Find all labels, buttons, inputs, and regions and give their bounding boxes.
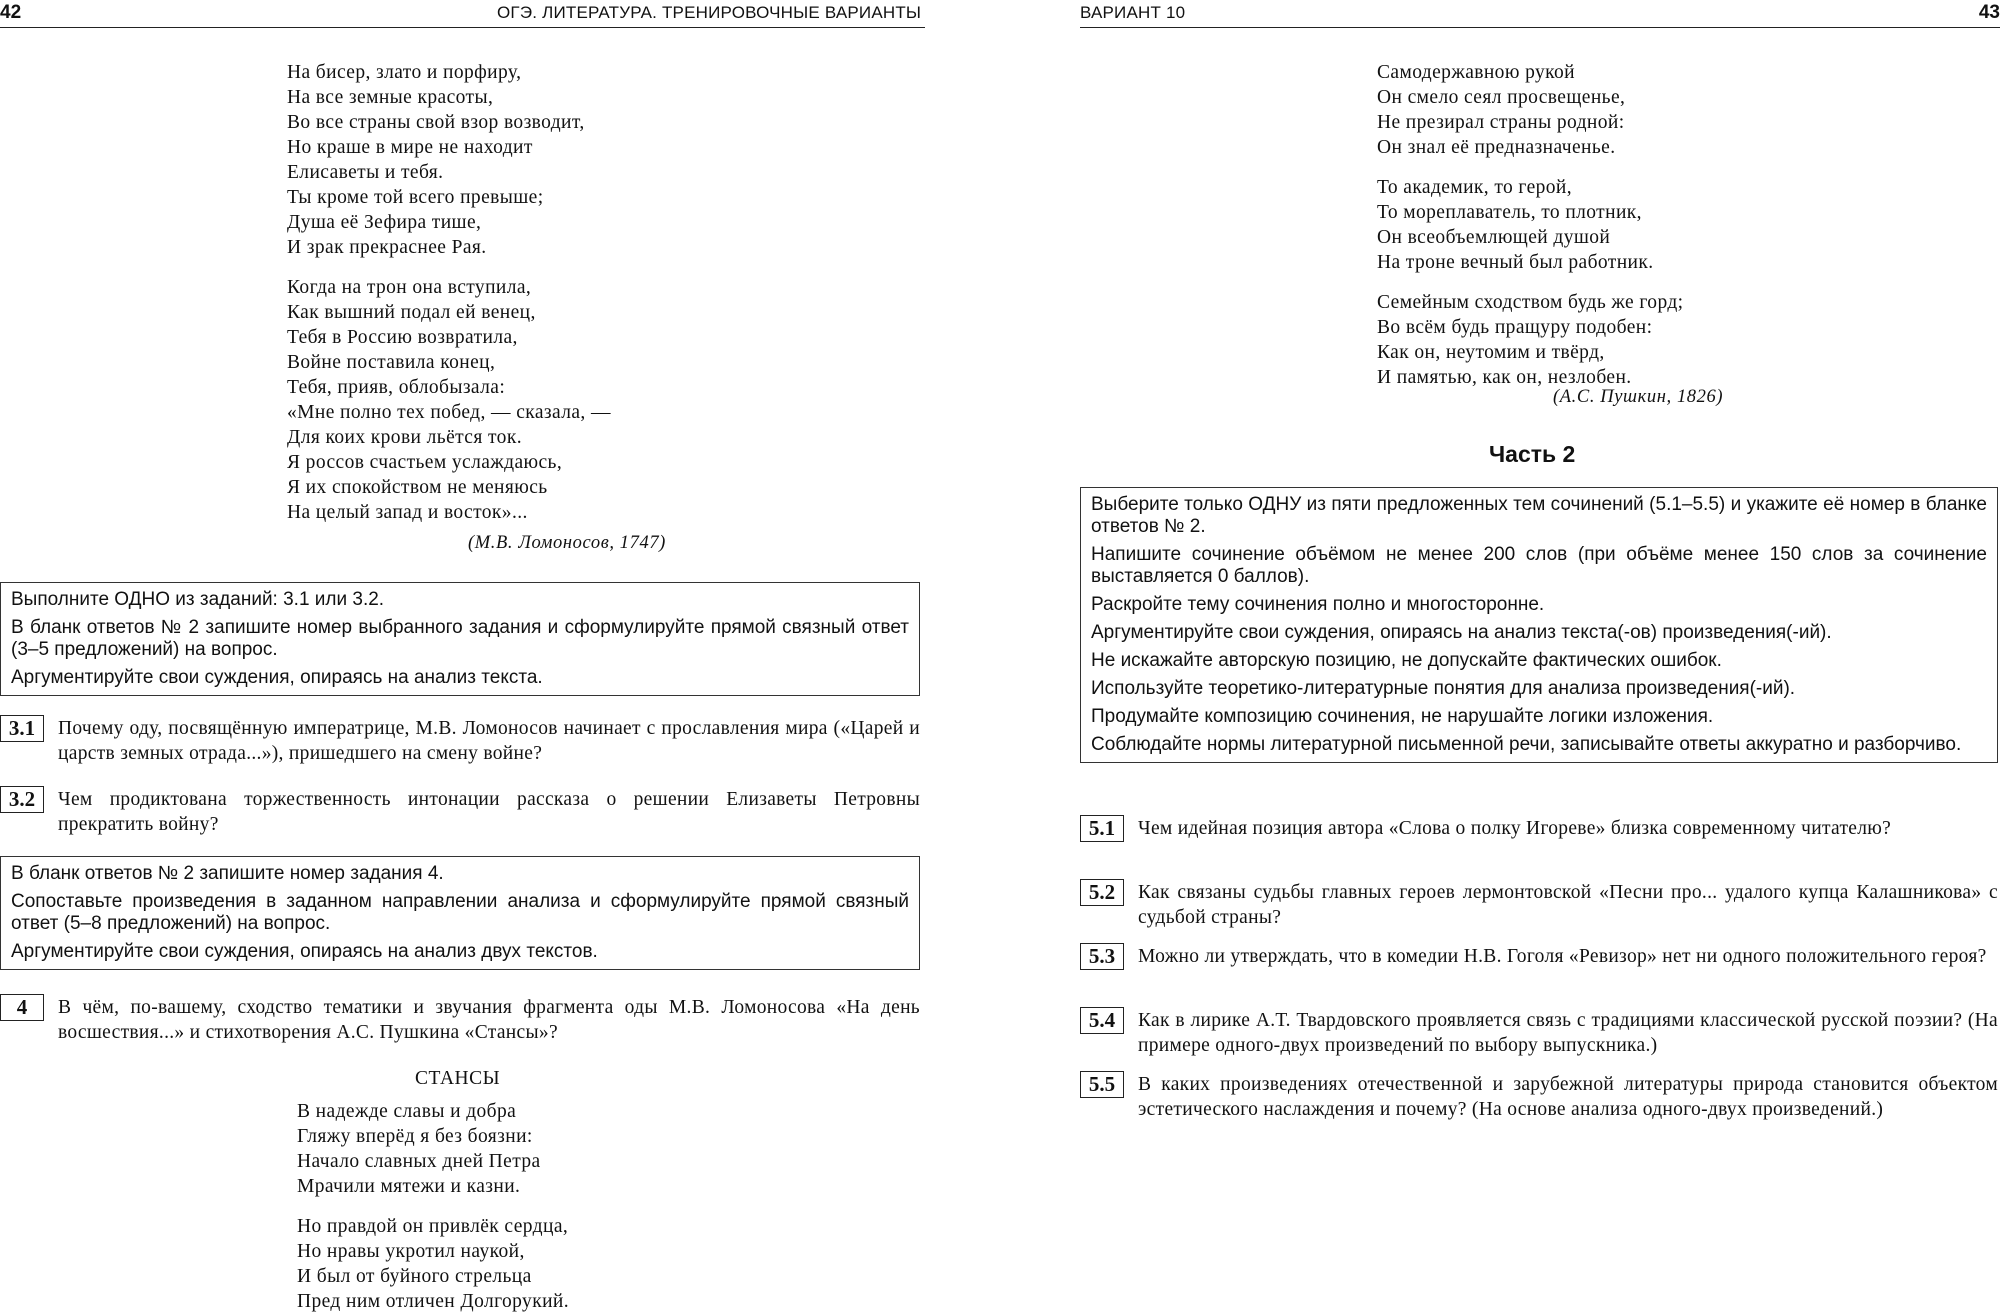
- task-question: Можно ли утверждать, что в комедии Н.В. Гоголя «Ревизор» нет ни одного положительного героя?: [1138, 946, 1987, 967]
- task-5-5: [1080, 1071, 1998, 1122]
- poem-line: Пред ним отличен Долгорукий.: [297, 1291, 570, 1312]
- task-5-2: [1080, 879, 1998, 930]
- task-number: 3.2: [0, 786, 44, 813]
- poem-title: СТАНСЫ: [415, 1068, 501, 1089]
- task-5-1: [1080, 815, 1998, 842]
- instruction-box-4: [0, 856, 920, 970]
- poem-line: На все земные красоты,: [287, 87, 494, 108]
- right-header: [1080, 0, 2000, 28]
- task-4: [0, 994, 920, 1045]
- instruction-text: В бланк ответов № 2 запишите номер задания 4.: [11, 863, 444, 884]
- poem-line: Но нравы укротил наукой,: [297, 1241, 525, 1262]
- task-question: Почему оду, посвящённую императрице, М.В. Ломоносов начинает с прославления мира («Царей и царств земных отрада...»), пришедшего на смену войне?: [58, 718, 920, 764]
- poem-line: И был от буйного стрельца: [297, 1266, 532, 1287]
- left-page: [0, 0, 925, 1312]
- task-question: В каких произведениях отечественной и зарубежной литературы природа становится объектом эстетического наслаждения и почему? (На основе анализа одного-двух произведений.): [1138, 1074, 1998, 1120]
- task-number: 5.5: [1080, 1071, 1124, 1098]
- poem-line: На бисер, злато и порфиру,: [287, 62, 522, 83]
- poem-line: Но правдой он привлёк сердца,: [297, 1216, 569, 1237]
- poem-line: Как он, неутомим и твёрд,: [1377, 342, 1605, 363]
- instruction-text: Аргументируйте свои суждения, опираясь на анализ текста(-ов) произведения(-ий).: [1091, 622, 1832, 643]
- instruction-text: Продумайте композицию сочинения, не нарушайте логики изложения.: [1091, 706, 1714, 727]
- task-3-1: [0, 715, 920, 766]
- poem-line: Он смело сеял просвещенье,: [1377, 87, 1626, 108]
- poem-line: Он всеобъемлющей душой: [1377, 227, 1611, 248]
- task-number: 5.4: [1080, 1007, 1124, 1034]
- page-number: 43: [1978, 2, 2000, 23]
- instruction-text: Аргументируйте свои суждения, опираясь на анализ двух текстов.: [11, 941, 598, 962]
- poem-line: Гляжу вперёд я без боязни:: [297, 1126, 533, 1147]
- instruction-text: Раскройте тему сочинения полно и многосторонне.: [1091, 594, 1545, 615]
- running-title: ВАРИАНТ 10: [1080, 3, 1186, 22]
- task-question: Как связаны судьбы главных героев лермонтовской «Песни про... удалого купца Калашникова» с судьбой страны?: [1138, 882, 1998, 928]
- task-number: 3.1: [0, 715, 44, 742]
- instruction-text: Не искажайте авторскую позицию, не допускайте фактических ошибок.: [1091, 650, 1722, 671]
- ode-attribution: (М.В. Ломоносов, 1747): [468, 533, 666, 553]
- instruction-text: Используйте теоретико-литературные понятия для анализа произведения(-ий).: [1091, 678, 1796, 699]
- poem-line: На целый запад и восток»...: [287, 502, 528, 523]
- task-question: В чём, по-вашему, сходство тематики и звучания фрагмента оды М.В. Ломоносова «На день восшествия...» и стихотворения А.С. Пушкина «Стансы»?: [58, 997, 920, 1043]
- poem-line: Душа её Зефира тише,: [287, 212, 482, 233]
- stansy-beginning: [297, 1099, 569, 1314]
- instruction-text: Аргументируйте свои суждения, опираясь на анализ текста.: [11, 667, 543, 688]
- poem-line: И зрак прекраснее Рая.: [287, 237, 487, 258]
- task-number: 5.2: [1080, 879, 1124, 906]
- poem-line: Елисаветы и тебя.: [287, 162, 444, 183]
- poem-line: Мрачили мятежи и казни.: [297, 1176, 521, 1197]
- task-number: 5.3: [1080, 943, 1124, 970]
- stansy-continuation: [1377, 60, 1683, 390]
- poem-line: Начало славных дней Петра: [297, 1151, 541, 1172]
- poem-line: Он знал её предназначенье.: [1377, 137, 1616, 158]
- instruction-text: Напишите сочинение объёмом не менее 200 слов (при объёме менее 150 слов за сочинение выставляется 0 баллов).: [1091, 544, 1987, 587]
- task-5-4: [1080, 1007, 1998, 1058]
- poem-line: То мореплаватель, то плотник,: [1377, 202, 1642, 223]
- part-title: Часть 2: [1489, 441, 1576, 467]
- poem-line: Во все страны свой взор возводит,: [287, 112, 585, 133]
- poem-line: Тебя, прияв, облобызала:: [287, 377, 506, 398]
- stansy-attribution: (А.С. Пушкин, 1826): [1553, 387, 1724, 407]
- instruction-text: Выберите только ОДНУ из пяти предложенных тем сочинений (5.1–5.5) и укажите её номер в бланке ответов № 2.: [1091, 494, 1987, 537]
- poem-line: Я россов счастьем услаждаюсь,: [287, 452, 563, 473]
- task-question: Чем продиктована торжественность интонации рассказа о решении Елизаветы Петровны прекратить войну?: [58, 789, 920, 835]
- instruction-box-5: [1080, 487, 1998, 763]
- poem-line: Войне поставила конец,: [287, 352, 496, 373]
- poem-line: В надежде славы и добра: [297, 1101, 517, 1122]
- task-question: Чем идейная позиция автора «Слова о полку Игореве» близка современному читателю?: [1138, 818, 1892, 839]
- running-title: ОГЭ. ЛИТЕРАТУРА. ТРЕНИРОВОЧНЫЕ ВАРИАНТЫ: [497, 3, 922, 22]
- task-5-3: [1080, 943, 1998, 970]
- task-number: 4: [0, 994, 44, 1021]
- poem-line: Ты кроме той всего превыше;: [287, 187, 544, 208]
- poem-line: Во всём будь пращуру подобен:: [1377, 317, 1653, 338]
- instruction-text: Выполните ОДНО из заданий: 3.1 или 3.2.: [11, 589, 385, 610]
- left-header: [0, 0, 925, 28]
- instruction-text: Соблюдайте нормы литературной письменной речи, записывайте ответы аккуратно и разборчиво.: [1091, 734, 1962, 755]
- task-3-2: [0, 786, 920, 837]
- instruction-text: В бланк ответов № 2 запишите номер выбранного задания и сформулируйте прямой связный ответ (3–5 предложений) на вопрос.: [11, 617, 909, 660]
- poem-line: Семейным сходством будь же горд;: [1377, 292, 1684, 313]
- poem-line: Тебя в Россию возвратила,: [287, 327, 518, 348]
- page-number: 42: [0, 2, 22, 23]
- poem-line: И памятью, как он, незлобен.: [1377, 367, 1632, 388]
- poem-line: Как вышний подал ей венец,: [287, 302, 536, 323]
- poem-line: Я их спокойством не меняюсь: [287, 477, 548, 498]
- poem-line: Когда на трон она вступила,: [287, 277, 532, 298]
- poem-line: Но краше в мире не находит: [287, 137, 533, 158]
- instruction-box-3: [0, 582, 920, 696]
- poem-line: То академик, то герой,: [1377, 177, 1573, 198]
- task-number: 5.1: [1080, 815, 1124, 842]
- ode-fragment: [287, 60, 611, 525]
- poem-line: На троне вечный был работник.: [1377, 252, 1654, 273]
- right-page: [1080, 0, 2000, 1307]
- poem-line: Самодержавною рукой: [1377, 62, 1575, 83]
- poem-line: «Мне полно тех побед, — сказала, —: [287, 402, 611, 423]
- task-question: Как в лирике А.Т. Твардовского проявляется связь с традициями классической русской поэзии? (На примере одного-двух произведений по выбору выпускника.): [1138, 1010, 1998, 1056]
- instruction-text: Сопоставьте произведения в заданном направлении анализа и сформулируйте прямой связный ответ (5–8 предложений) на вопрос.: [11, 891, 909, 934]
- poem-line: Не презирал страны родной:: [1377, 112, 1625, 133]
- poem-line: Для коих крови льётся ток.: [287, 427, 522, 448]
